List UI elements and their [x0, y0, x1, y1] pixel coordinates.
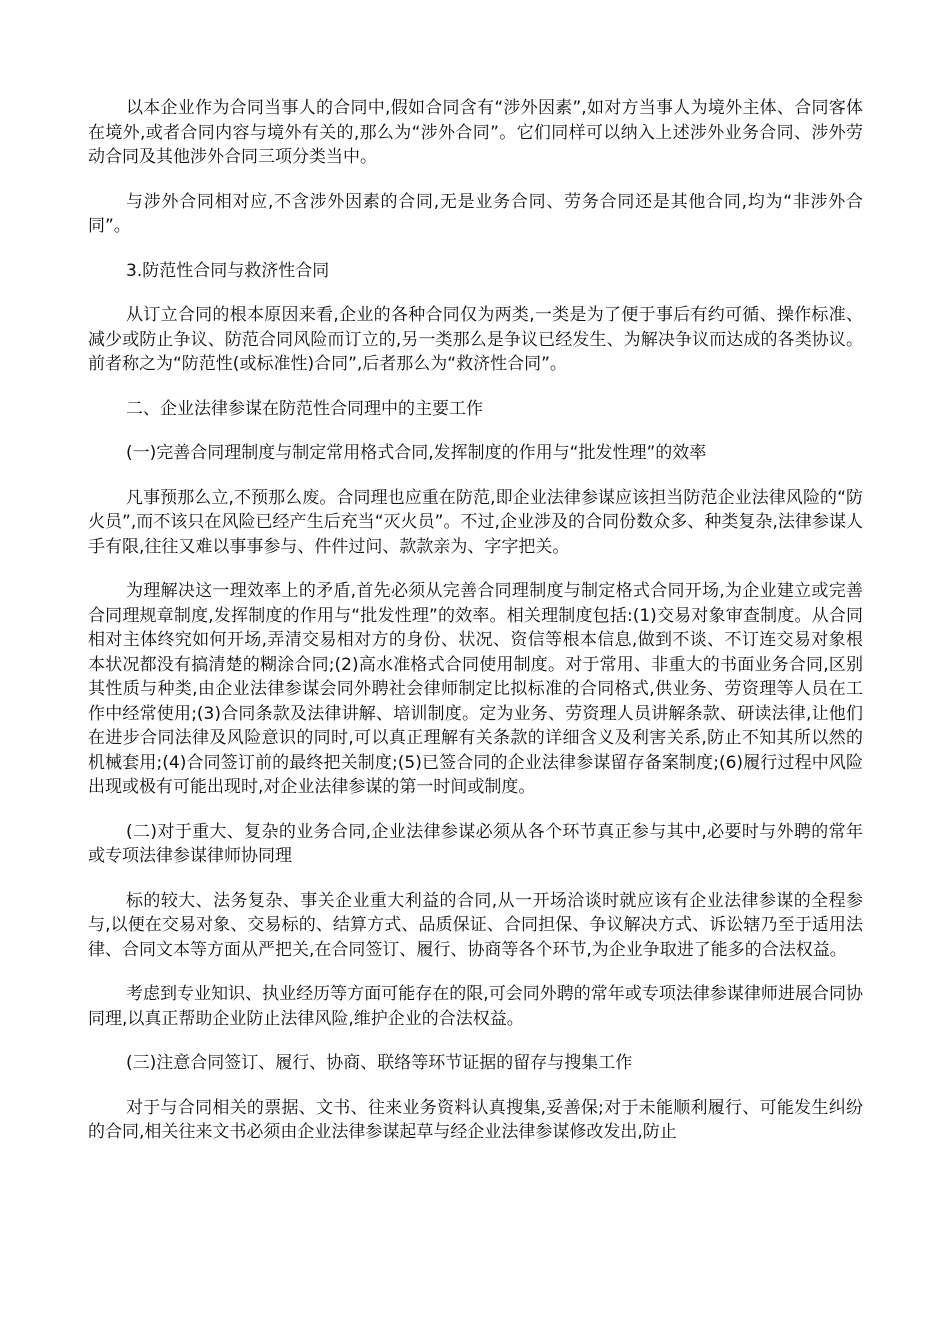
- paragraph-management-system: 为理解决这一理效率上的矛盾,首先必须从完善合同理制度与制定格式合同开场,为企业建立或完善合同理规章制度,发挥制度的作用与“批发性理”的效率。相关理制度包括:(1)交易对象审查制度。从合同相对主体终究如何开场,弄清交易相对方的身份、状况、资信等根本信息,做到不谈、不订连交易对象根本状况都没有搞清楚的糊涂合同;(2)高水准格式合同使用制度。对于常用、非重大的书面业务合同,区别其性质与种类,由企业法律参谋会同外聘社会律师制定比拟标准的合同格式,供业务、劳资理等人员在工作中经常使用;(3)合同条款及法律讲解、培训制度。定为业务、劳资理人员讲解条款、研读法律,让他们在进步合同法律及风险意识的同时,可以真正理解有关条款的详细含义及利害关系,防止不知其所以然的机械套用;(4)合同签订前的最终把关制度;(5)已签合同的企业法律参谋留存备案制度;(6)履行过程中风险出现或极有可能出现时,对企业法律参谋的第一时间或制度。: [88, 581, 863, 797]
- paragraph-prevention-principle: 凡事预那么立,不预那么废。合同理也应重在防范,即企业法律参谋应该担当防范企业法律风险的“防火员”,而不该只在风险已经产生后充当“灭火员”。不过,企业涉及的合同份数众多、种类复杂,法律参谋人手有限,往往又难以事事参与、件件过问、款款亲为、字字把关。: [88, 487, 863, 557]
- paragraph-contract-classification: 从订立合同的根本原因来看,企业的各种合同仅为两类,一类是为了便于事后有约可循、操作标准、减少或防止争议、防范合同风险而订立的,另一类那么是争议已经发生、为解决争议而达成的各类协议。前者称之为“防范性(或标准性)合同”,后者那么为“救济性合同”。: [88, 305, 863, 374]
- subsection-heading-3: (三)注意合同签订、履行、协商、联络等环节证据的留存与搜集工作: [126, 1053, 633, 1073]
- paragraph-non-foreign-contract: 与涉外合同相对应,不含涉外因素的合同,无是业务合同、劳务合同还是其他合同,均为“非涉外合同”。: [88, 191, 863, 236]
- paragraph-external-lawyer: 考虑到专业知识、执业经历等方面可能存在的限,可会同外聘的常年或专项法律参谋律师进展合同协同理,以真正帮助企业防止法律风险,维护企业的合法权益。: [88, 984, 863, 1029]
- paragraph-foreign-contract-definition: 以本企业作为合同当事人的合同中,假如合同含有“涉外因素”,如对方当事人为境外主体、合同客体在境外,或者合同内容与境外有关的,那么为“涉外合同”。它们同样可以纳入上述涉外业务合同、涉外劳动合同及其他涉外合同三项分类当中。: [88, 98, 863, 167]
- subsection-heading-2: (二)对于重大、复杂的业务合同,企业法律参谋必须从各个环节真正参与其中,必要时与外聘的常年或专项法律参谋律师协同理: [88, 821, 863, 866]
- subsection-heading-1: (一)完善合同理制度与制定常用格式合同,发挥制度的作用与“批发性理”的效率: [126, 443, 707, 463]
- document-page: [88, 96, 863, 1165]
- section-heading-legal-advisor-work: 二、企业法律参谋在防范性合同理中的主要工作: [126, 398, 483, 419]
- paragraph-major-contracts: 标的较大、法务复杂、事关企业重大利益的合同,从一开场洽谈时就应该有企业法律参谋的全程参与,以便在交易对象、交易标的、结算方式、品质保证、合同担保、争议解决方式、诉讼辖乃至于适用法律、合同文本等方面从严把关,在合同签订、履行、协商等各个环节,为企业争取进了能多的合法权益。: [88, 890, 863, 960]
- paragraph-evidence-collection: 对于与合同相关的票据、文书、往来业务资料认真搜集,妥善保;对于未能顺利履行、可能发生纠纷的合同,相关往来文书必须由企业法律参谋起草与经企业法律参谋修改发出,防止: [88, 1097, 863, 1142]
- section-heading-preventive-remedial: 3.防范性合同与救济性合同: [126, 260, 330, 281]
